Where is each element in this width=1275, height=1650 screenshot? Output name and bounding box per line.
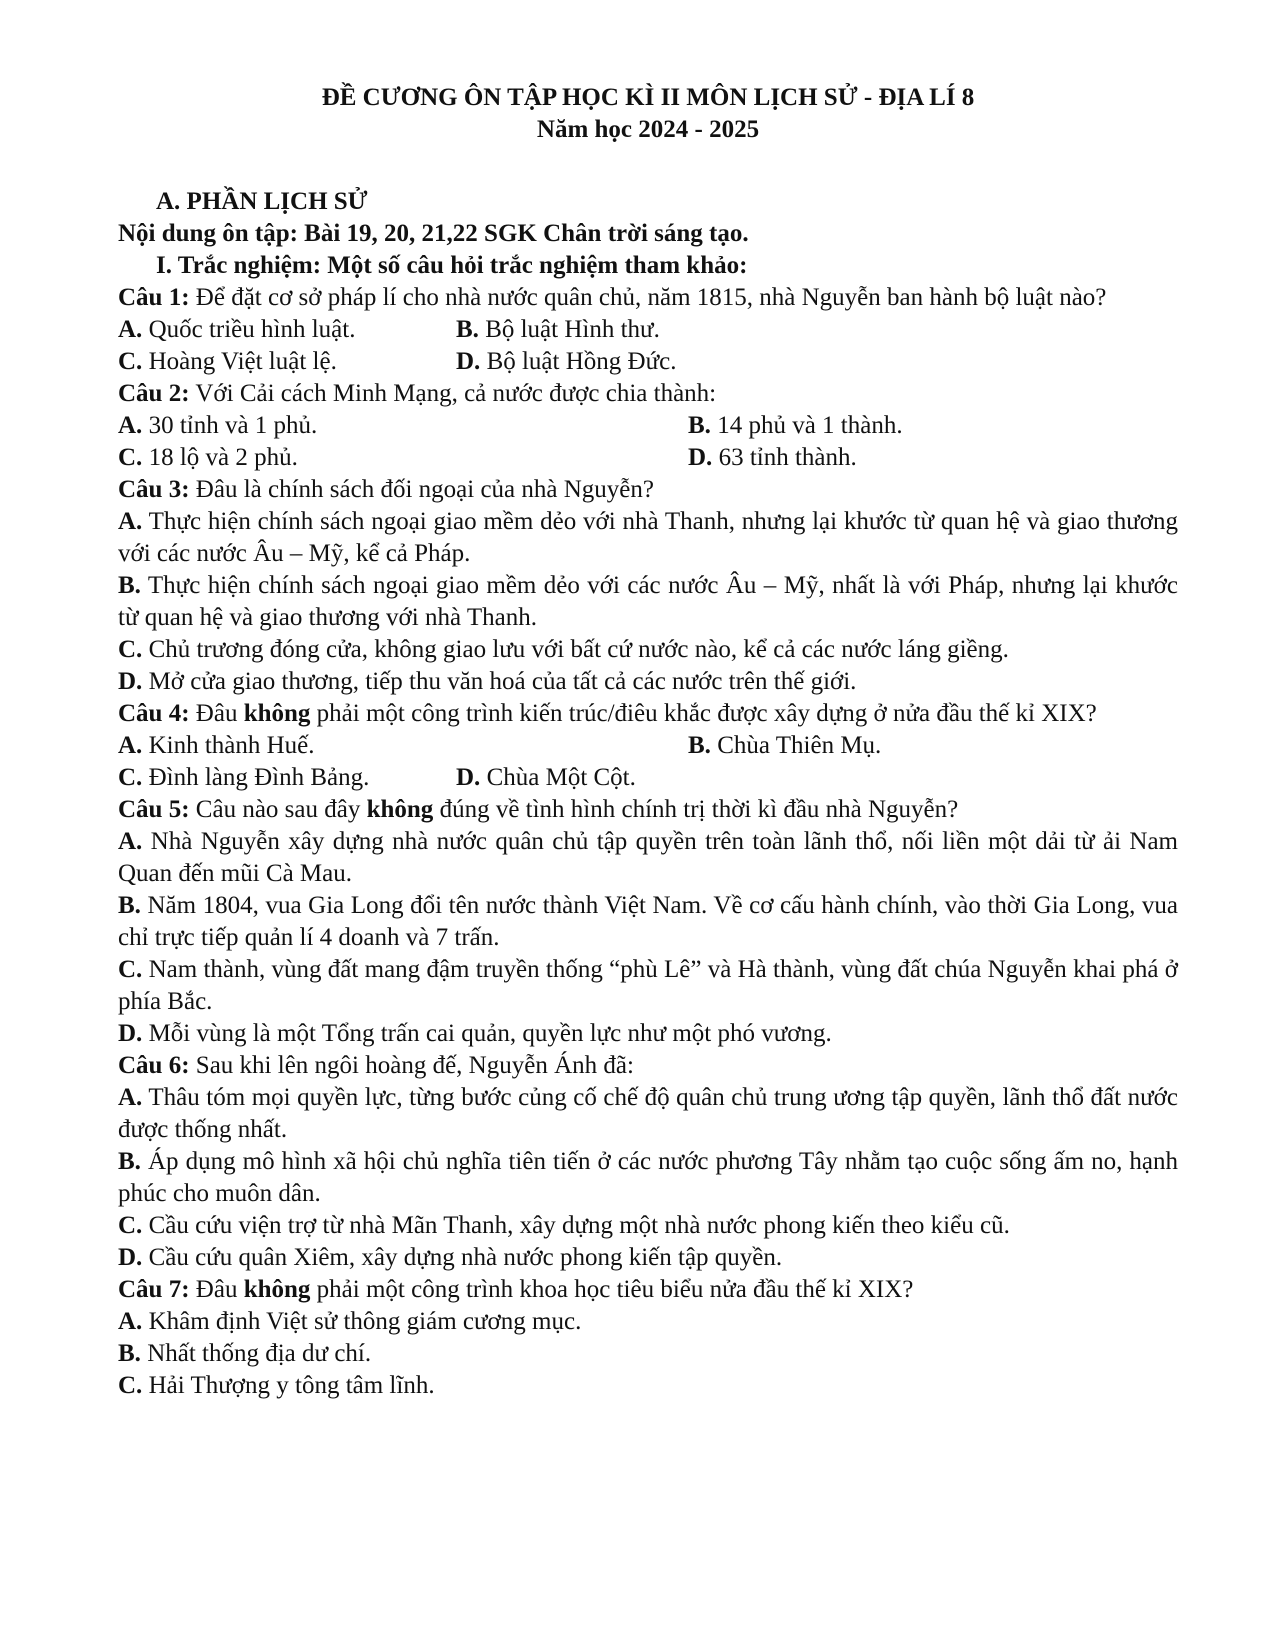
option-label: A. — [118, 1084, 143, 1111]
option-text: Cầu cứu quân Xiêm, xây dựng nhà nước phong kiến tập quyền. — [142, 1244, 783, 1271]
question-label: Câu 1: — [118, 284, 190, 311]
option-label: C. — [118, 444, 143, 471]
option-label: A. — [118, 732, 143, 759]
question-label: Câu 7: — [118, 1276, 190, 1303]
option-a — [118, 1306, 1178, 1338]
question-text: Để đặt cơ sở pháp lí cho nhà nước quân chủ, năm 1815, nhà Nguyễn ban hành bộ luật nào? — [189, 284, 1107, 311]
option-b — [118, 1146, 1178, 1210]
question-2 — [118, 378, 1178, 410]
option-label: C. — [118, 1372, 143, 1399]
option-label: A. — [118, 412, 143, 439]
option-c — [118, 634, 1178, 666]
option-a — [118, 506, 1178, 570]
option-text: 30 tỉnh và 1 phủ. — [142, 412, 318, 439]
option-label: B. — [456, 316, 479, 343]
option-label: D. — [118, 668, 143, 695]
option-label: D. — [118, 1020, 143, 1047]
section-heading-multiple-choice: I. Trắc nghiệm: Một số câu hỏi trắc nghiệm tham khảo: — [156, 252, 748, 279]
option-d — [456, 346, 676, 378]
option-text: 18 lộ và 2 phủ. — [142, 444, 298, 471]
option-d — [688, 442, 857, 474]
question-label: Câu 2: — [118, 380, 190, 407]
document-page — [118, 82, 1178, 1402]
option-row — [118, 346, 1178, 378]
school-year: Năm học 2024 - 2025 — [536, 116, 760, 143]
option-text: Bộ luật Hồng Đức. — [480, 348, 677, 375]
option-d — [118, 1018, 1178, 1050]
option-a — [118, 1082, 1178, 1146]
question-text: Sau khi lên ngôi hoàng đế, Nguyễn Ánh đã: — [189, 1052, 634, 1079]
option-label: C. — [118, 764, 143, 791]
option-label: D. — [118, 1244, 143, 1271]
option-text: Thực hiện chính sách ngoại giao mềm dẻo với các nước Âu – Mỹ, nhất là với Pháp, nhưng lại khước từ quan hệ và giao thương với nhà Thanh. — [118, 572, 1178, 631]
question-text-post: phải một công trình kiến trúc/điêu khắc được xây dựng ở nửa đầu thế kỉ XIX? — [310, 700, 1097, 727]
question-label: Câu 4: — [118, 700, 190, 727]
question-text-post: đúng về tình hình chính trị thời kì đầu nhà Nguyễn? — [433, 796, 959, 823]
option-text: Kinh thành Huế. — [142, 732, 315, 759]
option-row — [118, 314, 1178, 346]
option-label: D. — [688, 444, 713, 471]
option-text: Quốc triều hình luật. — [142, 316, 356, 343]
question-7 — [118, 1274, 1178, 1306]
question-label: Câu 6: — [118, 1052, 190, 1079]
option-a — [118, 410, 688, 442]
option-b — [688, 410, 903, 442]
question-text-pre: Đâu — [189, 700, 244, 727]
option-label: C. — [118, 636, 143, 663]
option-text: Chùa Một Cột. — [480, 764, 636, 791]
option-label: B. — [118, 892, 141, 919]
question-label: Câu 5: — [118, 796, 190, 823]
question-label: Câu 3: — [118, 476, 190, 503]
option-label: C. — [118, 1212, 143, 1239]
option-text: Khâm định Việt sử thông giám cương mục. — [142, 1308, 582, 1335]
option-b — [118, 890, 1178, 954]
option-row — [118, 762, 1178, 794]
option-b — [118, 570, 1178, 634]
section-heading-history: A. PHẦN LỊCH SỬ — [156, 188, 368, 215]
option-label: B. — [118, 1148, 141, 1175]
option-label: A. — [118, 828, 143, 855]
review-content-line: Nội dung ôn tập: Bài 19, 20, 21,22 SGK Chân trời sáng tạo. — [118, 220, 749, 247]
option-label: D. — [456, 764, 481, 791]
document-title: ĐỀ CƯƠNG ÔN TẬP HỌC KÌ II MÔN LỊCH SỬ - ĐỊA LÍ 8 — [321, 84, 975, 111]
option-text: Bộ luật Hình thư. — [478, 316, 660, 343]
option-text: Chùa Thiên Mụ. — [710, 732, 882, 759]
option-d — [118, 666, 1178, 698]
option-text: Thực hiện chính sách ngoại giao mềm dẻo với nhà Thanh, nhưng lại khước từ quan hệ và giao thương với các nước Âu – Mỹ, kể cả Pháp. — [118, 508, 1178, 567]
option-label: B. — [688, 412, 711, 439]
question-emphasis: không — [243, 1276, 311, 1303]
option-label: A. — [118, 1308, 143, 1335]
question-text: Với Cải cách Minh Mạng, cả nước được chia thành: — [189, 380, 717, 407]
option-c — [118, 1210, 1178, 1242]
option-c — [118, 1370, 1178, 1402]
option-c — [118, 442, 688, 474]
question-5 — [118, 794, 1178, 826]
option-text: Thâu tóm mọi quyền lực, từng bước củng cố chế độ quân chủ trung ương tập quyền, lãnh thổ đất nước được thống nhất. — [118, 1084, 1178, 1143]
option-text: Nam thành, vùng đất mang đậm truyền thống “phù Lê” và Hà thành, vùng đất chúa Nguyễn khai phá ở phía Bắc. — [118, 956, 1178, 1015]
option-text: Mỗi vùng là một Tổng trấn cai quản, quyền lực như một phó vương. — [142, 1020, 832, 1047]
option-text: Cầu cứu viện trợ từ nhà Mãn Thanh, xây dựng một nhà nước phong kiến theo kiểu cũ. — [142, 1212, 1010, 1239]
question-text-pre: Đâu — [189, 1276, 244, 1303]
question-emphasis: không — [366, 796, 434, 823]
question-text-pre: Câu nào sau đây — [189, 796, 367, 823]
option-text: 63 tỉnh thành. — [712, 444, 857, 471]
option-label: D. — [456, 348, 481, 375]
option-row — [118, 410, 1178, 442]
option-label: C. — [118, 348, 143, 375]
question-text: Đâu là chính sách đối ngoại của nhà Nguyễn? — [189, 476, 654, 503]
option-b — [688, 730, 881, 762]
option-a — [118, 730, 688, 762]
option-label: A. — [118, 316, 143, 343]
question-3 — [118, 474, 1178, 506]
spacer — [118, 146, 1178, 186]
option-text: Nhất thống địa dư chí. — [140, 1340, 372, 1367]
option-d — [456, 762, 636, 794]
option-c — [118, 954, 1178, 1018]
option-d — [118, 1242, 1178, 1274]
option-label: B. — [118, 1340, 141, 1367]
option-c — [118, 762, 456, 794]
question-emphasis: không — [243, 700, 311, 727]
option-label: B. — [118, 572, 141, 599]
option-text: Hải Thượng y tông tâm lĩnh. — [142, 1372, 435, 1399]
option-b — [456, 314, 660, 346]
option-b — [118, 1338, 1178, 1370]
option-text: Hoàng Việt luật lệ. — [142, 348, 337, 375]
option-text: Mở cửa giao thương, tiếp thu văn hoá của tất cả các nước trên thế giới. — [142, 668, 857, 695]
question-1 — [118, 282, 1178, 314]
option-text: Đình làng Đình Bảng. — [142, 764, 370, 791]
option-c — [118, 346, 456, 378]
option-text: Chủ trương đóng cửa, không giao lưu với bất cứ nước nào, kể cả các nước láng giềng. — [142, 636, 1009, 663]
option-row — [118, 730, 1178, 762]
option-label: B. — [688, 732, 711, 759]
question-4 — [118, 698, 1178, 730]
option-row — [118, 442, 1178, 474]
question-6 — [118, 1050, 1178, 1082]
option-text: Áp dụng mô hình xã hội chủ nghĩa tiên tiến ở các nước phương Tây nhằm tạo cuộc sống ấm no, hạnh phúc cho muôn dân. — [118, 1148, 1178, 1207]
option-a — [118, 826, 1178, 890]
option-label: A. — [118, 508, 143, 535]
option-a — [118, 314, 456, 346]
question-text-post: phải một công trình khoa học tiêu biểu nửa đầu thế kỉ XIX? — [310, 1276, 914, 1303]
option-text: Nhà Nguyễn xây dựng nhà nước quân chủ tập quyền trên toàn lãnh thổ, nối liền một dải từ ải Nam Quan đến mũi Cà Mau. — [118, 828, 1178, 887]
option-text: Năm 1804, vua Gia Long đổi tên nước thành Việt Nam. Về cơ cấu hành chính, vào thời Gia Long, vua chỉ trực tiếp quản lí 4 doanh và 7 trấn. — [118, 892, 1178, 951]
option-label: C. — [118, 956, 143, 983]
option-text: 14 phủ và 1 thành. — [710, 412, 903, 439]
